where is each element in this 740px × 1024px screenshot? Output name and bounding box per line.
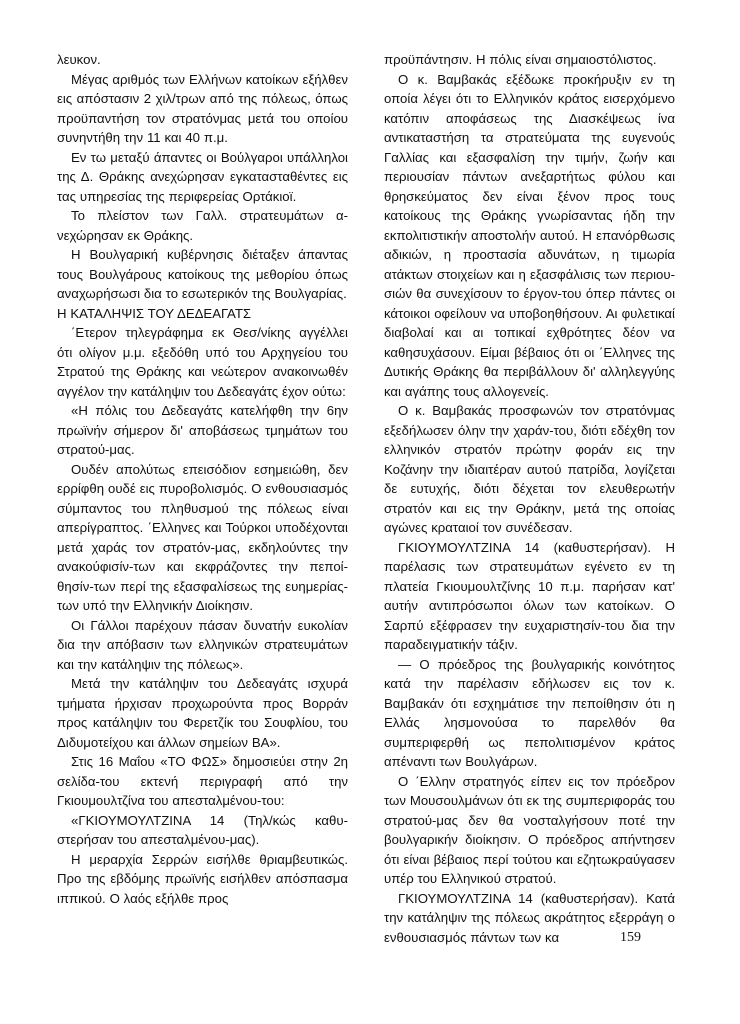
paragraph: προϋπάντησιν. Η πόλις είναι σημαιοστόλιστος. xyxy=(384,52,657,67)
paragraph: Ο κ. Βαμβακάς εξέδωκε προκήρυξιν εν τη οποία λέγει ότι το Ελληνικόν κράτος εισερχόμενο κατόπιν αποφάσεως της Διασκέψεως ίνα αντικαταστήση τα στρατεύματα της ευγενούς Γαλλίας και εξασφαλίση την τιμήν, ζωήν και περιουσίαν πάντων ανεξαρτήτως φύλου και θρησκεύματος δεν είναι ξένον προς τους κατοίκους της Θράκης γνωρίσαντας ήδη την εκπολιτιστικήν αποστολήν αυτού. Η επανόρθωσις αδικιών, η προστασία αδυνάτων, η τιμωρία ατάκτων στοιχείων και η εξασφάλισις των περιουσιών θα συνεχίσουν το έργον-του όπερ πάντες οι κάτοικοι οφείλουν να υποβοηθήσουν. Αι φυλετικαί διαβολαί και αι τοπικαί εχθρότητες δέον να καθησυχάσουν. Είμαι βέβαιος ότι οι ΄Ελληνες της Δυτικής Θράκης θα περιβάλλουν δι' αλληλεγγύης και αγάπης τους αλλογενείς. xyxy=(384,71,675,399)
paragraph: Η ΚΑΤΑΛΗΨΙΣ ΤΟΥ ΔΕΔΕΑΓΑΤΣ xyxy=(57,305,252,321)
paragraph: Ο ΄Ελλην στρατηγός είπεν εις τον πρόεδρον των Μουσουλμάνων ότι εκ της συμπεριφοράς του στρατού-μας δεν θα νοσταλγήσουν ποτέ την βουλγαρικήν διοίκησιν. Ο πρόεδρος απήντησεν ότι είναι βέβαιος περί τούτου και εζητωκραύγασεν υπέρ του Ελληνικού στρατού. xyxy=(384,773,675,886)
paragraph: λευκον. xyxy=(57,52,101,67)
paragraph: Ο κ. Βαμβακάς προσφωνών τον στρατόνμας εξεδήλωσεν όλην την χαράν-του, διότι εδέχθη τον ελληνικόν στρατόν πρώτην φοράν εις την Κοζάνην την ιδιαιτέραν αυτού πατρίδα, λογίζεται δε ευτυχής, διότι δέχεται τον ελευθερωτήν στρατόν και εις την Θράκην, μετά της οποίας αγώνες κραταιοί τον συνέδεσαν. xyxy=(384,403,675,535)
right-column xyxy=(384,50,675,947)
paragraph: Οι Γάλλοι παρέχουν πάσαν δυνατήν ευκολίαν δια την απόβασιν των ελληνικών στρατευμάτων και την κατάληψιν της πόλεως». xyxy=(57,617,348,672)
paragraph: Μετά την κατάληψιν του Δεδεαγάτς ισχυρά τμήματα ήρχισαν προχωρούντα προς Βορράν προς κατάληψιν του Φερετζίκ του Σουφλίου, του Διδυμοτείχου και άλλων σημείων ΒΑ». xyxy=(57,676,348,750)
paragraph: Ουδέν απολύτως επεισόδιον εσημειώθη, δεν ερρίφθη ουδέ εις πυροβολισμός. Ο ενθουσιασμός σύμπαντος του πληθυσμού της πόλεως είναι απερίγραπτος. ΄Ελληνες και Τούρκοι υποδέχονται μετά χαράς τον στρατόν-μας, εκδηλούντες την ανακούφισίν-των και εκφράζοντες την πεποίθησίν-των περί της εξασφαλίσεως της ευημερίας-των υπό την Ελληνικήν Διοίκησιν. xyxy=(57,461,348,613)
paragraph: — Ο πρόεδρος της βουλγαρικής κοινότητος κατά την παρέλασιν εδήλωσεν εις τον κ. Βαμβακάν ότι εσχημάτισε την πεποίθησιν ότι η Ελλάς λησμονούσα το παρελθόν θα συμπεριφερθή ως πεπολιτισμένον κράτος απέναντι των Βουλγάρων. xyxy=(384,656,675,769)
paragraph: «Η πόλις του Δεδεαγάτς κατελήφθη την 6ην πρωϊνήν σήμερον δι' αποβάσεως τμημάτων του στρατού-μας. xyxy=(57,403,348,457)
paragraph: «ΓΚΙΟΥΜΟΥΛΤΖΙΝΑ 14 (Τηλ/κώς καθυστερήσαν του απεσταλμένου-μας). xyxy=(57,812,348,847)
paragraph: Μέγας αριθμός των Ελλήνων κατοίκων εξήλθεν εις απόστασιν 2 χιλ/τρων από της πόλεως, όπως προϋπαντήση τον στρατόνμας μετά του οποίου συνηντήθη την 11 και 40 π.μ. xyxy=(57,71,348,145)
paragraph: ΓΚΙΟΥΜΟΥΛΤΖΙΝΑ 14 (καθυστερήσαν). Η παρέλασις των στρατευμάτων εγένετο εν τη πλατεία Γκιουμουλτζίνης 10 π.μ. παρήσαν κατ' αυτήν αντιπρόσωποι όλων των κατοίκων. Ο Σαρπύ εξέφρασεν την ευχαριστησίν-του δια την παραδειγματικήν τάξιν. xyxy=(384,539,675,652)
paragraph: Η Βουλγαρική κυβέρνησις διέταξεν άπαντας τους Βουλγάρους κατοίκους της μεθορίου όπως αναχωρήσωσι δια το εσωτερικόν της Βουλγαρίας. xyxy=(57,247,348,301)
paragraph: Η μεραρχία Σερρών εισήλθε θριαμβευτικώς. Προ της εβδόμης πρωϊνής εισήλθεν απόσπασμα ιππικού. Ο λαός εξήλθε προς xyxy=(57,851,348,906)
left-column xyxy=(57,50,348,908)
paragraph: Εν τω μεταξύ άπαντες οι Βούλγαροι υπάλληλοι της Δ. Θράκης ανεχώρησαν εγκατασταθέντες εις τας υπηρεσίας της περιφερείας Ορτάκιοϊ. xyxy=(57,149,348,204)
paragraph: Το πλείστον των Γαλλ. στρατευμάτων ανεχώρησαν εκ Θράκης. xyxy=(57,208,348,243)
paragraph: ΄Ετερον τηλεγράφημα εκ Θεσ/νίκης αγγέλλει ότι ολίγον μ.μ. εξεδόθη υπό του Αρχηγείου του Στρατού της Θράκης και νεώτερον ανακοινωθέν αγγέλον την κατάληψιν του Δεδεαγάτς έχον ούτω: xyxy=(57,325,348,399)
page-number: 159 xyxy=(620,930,641,945)
paragraph: Στις 16 Μαΐου «ΤΟ ΦΩΣ» δημοσιεύει στην 2η σελίδα-του εκτενή περιγραφή από την Γκιουμουλτζίνα του απεσταλμένου-του: xyxy=(57,754,348,808)
paragraph: ΓΚΙΟΥΜΟΥΛΤΖΙΝΑ 14 (καθυστερήσαν). Κατά την κατάληψιν της πόλεως ακράτητος εξερράγη ο ενθουσιασμός πάντων των κα xyxy=(384,890,675,945)
